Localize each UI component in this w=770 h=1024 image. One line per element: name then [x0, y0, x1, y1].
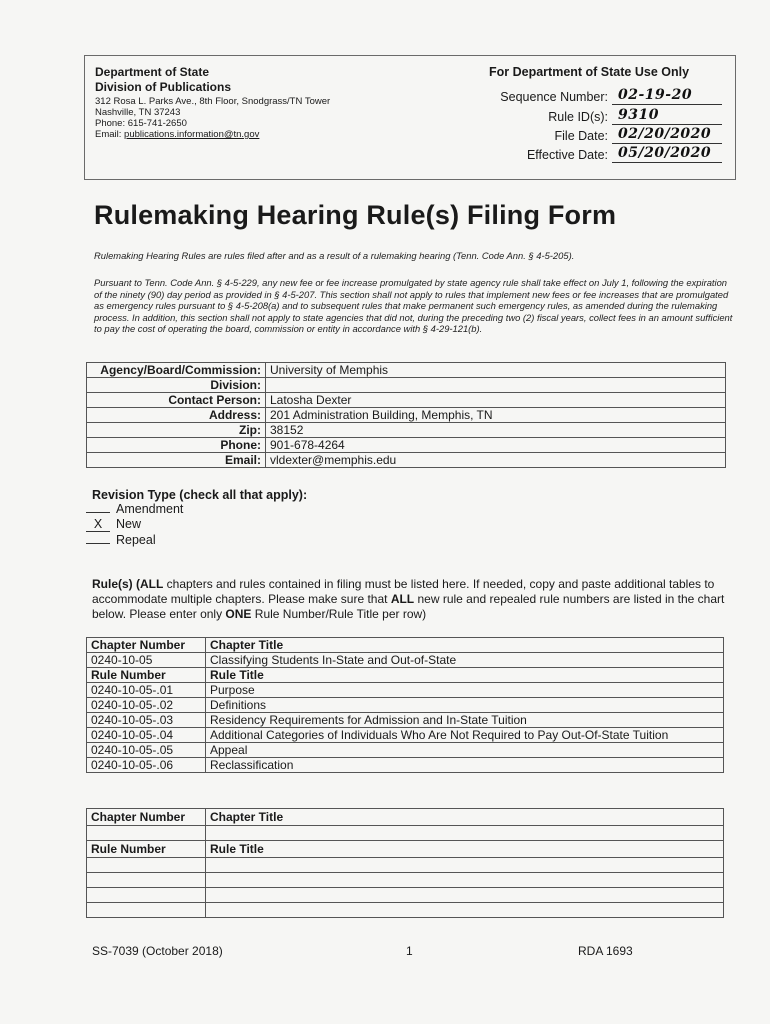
department-city: Nashville, TN 37243: [95, 107, 181, 118]
email-label: Email:: [95, 129, 125, 140]
sequence-number-value: 02-19-20: [612, 87, 722, 105]
chapter-title-header-2: Chapter Title: [206, 809, 724, 826]
empty-cell[interactable]: [87, 873, 206, 888]
rule-title-cell: Reclassification: [206, 758, 724, 773]
agency-field-value[interactable]: Latosha Dexter: [266, 393, 726, 408]
department-address: 312 Rosa L. Parks Ave., 8th Floor, Snodgrass/TN Tower: [95, 96, 331, 107]
agency-field-label: Address:: [87, 408, 266, 423]
table-row: [87, 423, 726, 438]
agency-field-label: Agency/Board/Commission:: [87, 363, 266, 378]
rule-number-cell: 0240-10-05-.03: [87, 713, 206, 728]
fee-note: Pursuant to Tenn. Code Ann. § 4-5-229, any new fee or fee increase promulgated by state agency rule shall take effect on July 1, following the expiration of the ninety (90) day period as provided in § 4-5-207. This section shall not apply to rules that implement new fees or fee increases that are promulgated as emergency rules pursuant to § 4-5-208(a) and to subsequent rules that make permanent such emergency rules, as amended during the rulemaking process. In addition, this section shall not apply to state agencies that did not, during the preceding two (2) fiscal years, collect fees in an amount sufficient to pay the cost of operating the board, commission or entity in accordance with § 4-29-121(b).: [94, 277, 733, 334]
rulemaking-note: Rulemaking Hearing Rules are rules filed after and as a result of a rulemaking hearing (Tenn. Code Ann. § 4-5-205).: [94, 250, 575, 261]
rule-title-cell: Additional Categories of Individuals Who Are Not Required to Pay Out-Of-State Tuition: [206, 728, 724, 743]
empty-cell[interactable]: [206, 858, 724, 873]
table-row: [87, 728, 724, 743]
amendment-checkbox[interactable]: [86, 512, 110, 513]
chapter-title-header: Chapter Title: [206, 638, 724, 653]
rule-number-header: Rule Number: [87, 668, 206, 683]
repeal-checkbox[interactable]: [86, 543, 110, 544]
empty-cell[interactable]: [87, 888, 206, 903]
agency-field-value[interactable]: University of Memphis: [266, 363, 726, 378]
amendment-label: Amendment: [116, 502, 184, 516]
rule-number-cell: 0240-10-05-.06: [87, 758, 206, 773]
rule-number-header-2: Rule Number: [87, 841, 206, 858]
rule-title-header-2: Rule Title: [206, 841, 724, 858]
chapter-number-cell: 0240-10-05: [87, 653, 206, 668]
table-row: [87, 758, 724, 773]
table-row: [87, 809, 724, 826]
table-row: [87, 668, 724, 683]
agency-field-label: Zip:: [87, 423, 266, 438]
chapter-title-cell: Classifying Students In-State and Out-of-State: [206, 653, 724, 668]
table-row: [87, 903, 724, 918]
table-row: [87, 378, 726, 393]
rule-number-cell: 0240-10-05-.02: [87, 698, 206, 713]
agency-field-label: Phone:: [87, 438, 266, 453]
table-row: [87, 826, 724, 841]
rules-table-1: [86, 637, 724, 773]
rules-text-3: new rule and repealed rule numbers are listed in the chart below. Please enter only: [92, 592, 725, 621]
rules-one: ONE: [225, 607, 252, 621]
agency-field-label: Contact Person:: [87, 393, 266, 408]
file-date-label: File Date:: [554, 129, 608, 143]
empty-cell[interactable]: [206, 873, 724, 888]
rda-number: RDA 1693: [578, 944, 633, 958]
rules-all-2: ALL: [390, 592, 415, 606]
table-row: [87, 638, 724, 653]
empty-cell[interactable]: [206, 888, 724, 903]
table-row: [87, 743, 724, 758]
agency-field-label: Email:: [87, 453, 266, 468]
rules-lead: Rule(s) (: [92, 577, 140, 591]
agency-field-value[interactable]: 201 Administration Building, Memphis, TN: [266, 408, 726, 423]
agency-field-value[interactable]: 38152: [266, 423, 726, 438]
table-row: [87, 873, 724, 888]
sequence-number-label: Sequence Number:: [500, 90, 608, 104]
table-row: [87, 683, 724, 698]
new-label: New: [116, 517, 142, 531]
rules-text-2: chapters and rules contained in filing must be listed here. If needed, copy and paste additional tables to accommodate multiple chapters. Please make sure that: [92, 577, 715, 606]
department-phone: Phone: 615-741-2650: [95, 118, 187, 129]
page-number: 1: [406, 944, 413, 958]
empty-cell[interactable]: [87, 858, 206, 873]
table-row: [87, 653, 724, 668]
department-email-row: [95, 129, 259, 140]
file-date-value: 02/20/2020: [612, 126, 722, 144]
table-row: [87, 698, 724, 713]
rules-all-1: ALL: [140, 577, 164, 591]
table-row: [87, 408, 726, 423]
state-use-only-heading: For Department of State Use Only: [489, 65, 690, 79]
form-id: SS-7039 (October 2018): [92, 944, 223, 958]
department-name: Department of State: [95, 65, 210, 79]
empty-cell[interactable]: [87, 903, 206, 918]
revision-repeal[interactable]: [86, 533, 156, 547]
empty-cell[interactable]: [206, 903, 724, 918]
agency-field-label: Division:: [87, 378, 266, 393]
effective-date-label: Effective Date:: [526, 148, 608, 162]
agency-field-value[interactable]: [266, 378, 726, 393]
table-row: [87, 713, 724, 728]
revision-new[interactable]: [86, 517, 141, 532]
empty-cell[interactable]: [206, 826, 724, 841]
rules-instructions: [92, 577, 728, 622]
repeal-label: Repeal: [116, 533, 156, 547]
rule-id-label: Rule ID(s):: [548, 110, 608, 124]
table-row: [87, 888, 724, 903]
rule-number-cell: 0240-10-05-.04: [87, 728, 206, 743]
rules-table-2: [86, 808, 724, 918]
email-link[interactable]: publications.information@tn.gov: [124, 129, 260, 140]
chapter-number-header-2: Chapter Number: [87, 809, 206, 826]
table-row: [87, 841, 724, 858]
rules-text-4: Rule Number/Rule Title per row): [251, 607, 427, 621]
table-row: [87, 363, 726, 378]
table-row: [87, 438, 726, 453]
table-row: [87, 393, 726, 408]
rule-number-cell: 0240-10-05-.01: [87, 683, 206, 698]
empty-cell[interactable]: [87, 826, 206, 841]
rule-title-cell: Appeal: [206, 743, 724, 758]
rule-id-value: 9310: [612, 107, 722, 125]
agency-field-value[interactable]: vldexter@memphis.edu: [266, 453, 726, 468]
agency-info-table: [86, 362, 726, 468]
rule-title-cell: Residency Requirements for Admission and In-State Tuition: [206, 713, 724, 728]
effective-date-value: 05/20/2020: [612, 145, 722, 163]
rule-title-cell: Purpose: [206, 683, 724, 698]
table-row: [87, 858, 724, 873]
division-name: Division of Publications: [95, 80, 232, 94]
agency-field-value[interactable]: 901-678-4264: [266, 438, 726, 453]
revision-type-heading: Revision Type (check all that apply):: [92, 488, 308, 502]
chapter-number-header: Chapter Number: [87, 638, 206, 653]
revision-amendment[interactable]: [86, 502, 183, 516]
new-checkbox[interactable]: X: [86, 517, 110, 532]
rule-number-cell: 0240-10-05-.05: [87, 743, 206, 758]
form-title: Rulemaking Hearing Rule(s) Filing Form: [94, 200, 617, 230]
rule-title-header: Rule Title: [206, 668, 724, 683]
table-row: [87, 453, 726, 468]
rule-title-cell: Definitions: [206, 698, 724, 713]
